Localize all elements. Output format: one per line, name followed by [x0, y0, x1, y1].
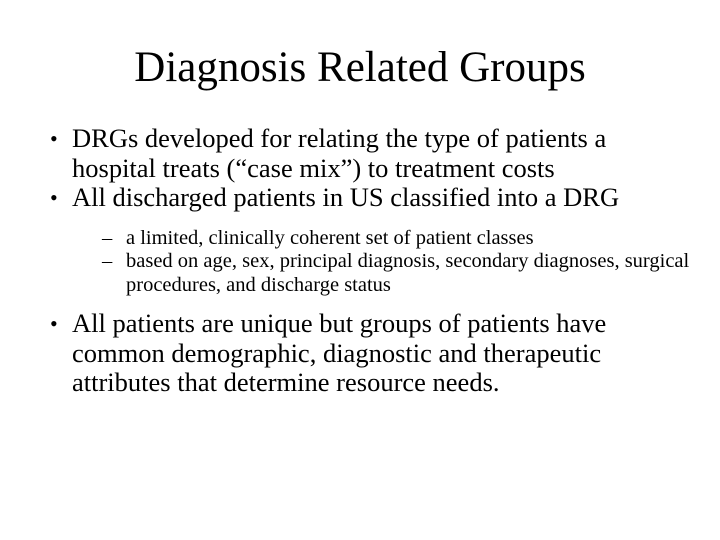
- bullet-text: All patients are unique but groups of patients have common demographic, diagnostic and therapeutic attributes that determine resource needs.: [72, 308, 607, 397]
- bullet-text: DRGs developed for relating the type of patients a hospital treats (“case mix”) to treatment costs: [72, 123, 607, 183]
- bullet-list: [50, 124, 690, 398]
- sub-bullet-text: based on age, sex, principal diagnosis, secondary diagnoses, surgical procedures, and discharge status: [126, 250, 690, 296]
- bullet-text: All discharged patients in US classified into a DRG: [72, 182, 620, 212]
- dash-icon: –: [102, 226, 113, 249]
- sub-bullet-item-2: [72, 250, 690, 297]
- sub-bullet-item-1: [72, 227, 690, 251]
- bullet-icon: •: [50, 126, 58, 151]
- dash-icon: –: [102, 250, 113, 272]
- bullet-item-2: [50, 183, 690, 297]
- bullet-icon: •: [50, 185, 58, 210]
- sub-bullet-text: a limited, clinically coherent set of patient classes: [126, 226, 534, 249]
- bullet-item-1: [50, 124, 690, 183]
- slide-title: Diagnosis Related Groups: [134, 44, 586, 91]
- sub-bullet-list: [72, 227, 690, 298]
- bullet-item-3: [50, 309, 690, 398]
- bullet-icon: •: [50, 311, 58, 336]
